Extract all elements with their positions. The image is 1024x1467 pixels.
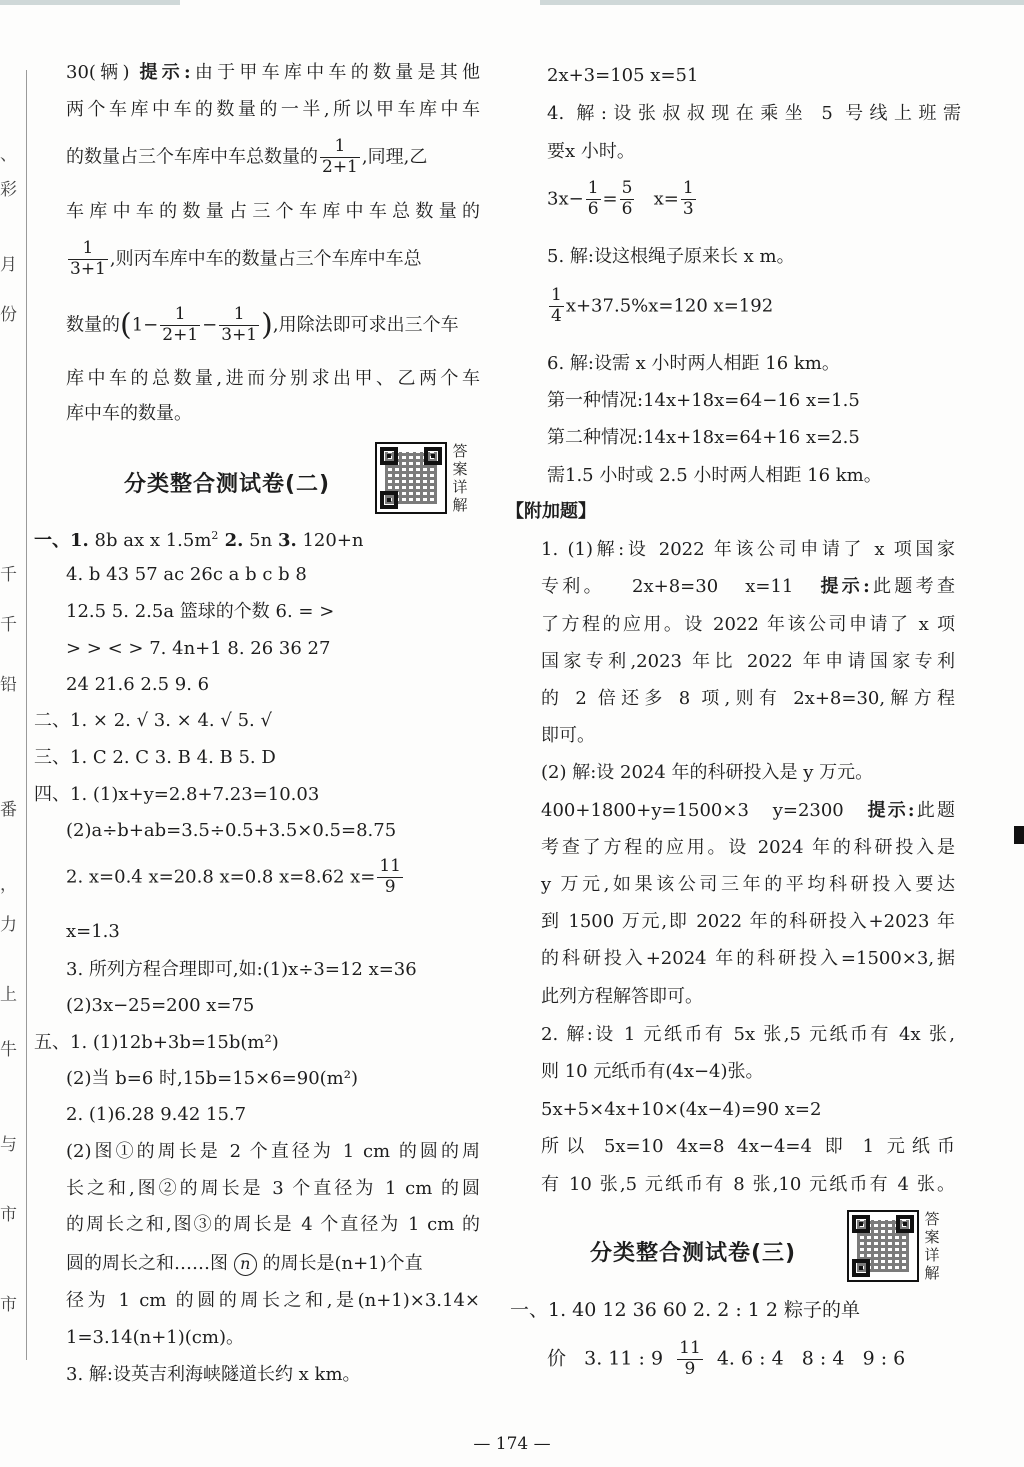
margin-mark: 、 — [0, 145, 17, 165]
fraction — [377, 858, 403, 897]
margin-mark: 番 — [0, 800, 17, 820]
right-line-3: 要x 小时。 — [547, 141, 635, 162]
margin-mark: 千 — [0, 615, 17, 635]
expr-text: x+37.5%x=120 x=192 — [565, 295, 774, 317]
answer-text: 2. x=0.4 x=20.8 x=0.8 x=8.62 x= — [66, 866, 376, 888]
hint-text: ,用除法即可求出三个车 — [272, 314, 459, 336]
section-4-line-4: x=1.3 — [66, 921, 120, 942]
test3-line-1: 一、1. 40 12 36 60 2. 2 : 1 2 粽子的单 — [510, 1299, 861, 1321]
section-title: 分类整合测试卷(二) — [124, 472, 331, 497]
qr-finder — [852, 1259, 870, 1277]
answer-text: 价 3. 11 : 9 — [547, 1347, 676, 1370]
section-3-line: 三、1. C 2. C 3. B 4. B 5. D — [34, 747, 276, 768]
fraction-numerator: 1 — [551, 285, 562, 305]
bonus-line-9: 考查了方程的应用。设 2024 年的科研投入是 — [541, 837, 955, 858]
section-1-line-2: 4. b 43 57 ac 26c a b c b 8 — [66, 564, 307, 585]
circled-n: n — [234, 1253, 257, 1276]
section-5-line-3: 2. (1)6.28 9.42 15.7 — [66, 1104, 247, 1125]
right-line-7: 6. 解:设需 x 小时两人相距 16 km。 — [547, 353, 840, 374]
margin-mark: 市 — [0, 1295, 17, 1315]
section-5-line-8: 径为 1 cm 的圆的周长之和,是(n+1)×3.14× — [66, 1290, 480, 1311]
answer-text: 5n — [243, 530, 278, 551]
fraction — [549, 287, 564, 326]
answer-text: 120+n — [296, 530, 364, 551]
bonus-line-12: 的科研投入+2024 年的科研投入=1500×3,据 — [541, 948, 955, 969]
section-5-line-2: (2)当 b=6 时,15b=15×6=90(m²) — [66, 1068, 358, 1089]
fraction — [681, 180, 696, 219]
hint-line-3 — [66, 138, 427, 177]
fraction — [160, 306, 200, 345]
hint-text: 此题 — [914, 800, 955, 821]
qr-finder — [896, 1215, 914, 1233]
hint-text: 数量的 — [66, 314, 120, 336]
margin-mark: 彩 — [0, 180, 17, 200]
right-line-1: 2x+3=105 x=51 — [547, 65, 699, 86]
hint-text: 此题考查 — [869, 576, 955, 597]
qr-finder — [380, 491, 398, 509]
fraction-numerator: 1 — [587, 178, 599, 198]
section-4-line-6: (2)3x−25=200 x=75 — [66, 995, 255, 1016]
section-1-line-1 — [34, 530, 364, 550]
hint-label: 提示: — [139, 62, 191, 83]
section-5-line-5: 长之和,图②的周长是 3 个直径为 1 cm 的圆 — [66, 1178, 480, 1199]
fraction — [320, 138, 360, 177]
margin-mark: 月 — [0, 255, 17, 275]
right-line-2: 4. 解:设张叔叔现在乘坐 5 号线上班需 — [547, 103, 961, 124]
right-line-6 — [547, 287, 773, 326]
answer-text: 8b ax x 1.5m — [88, 530, 212, 551]
top-edge-bar-left — [0, 0, 180, 5]
bonus-line-7: (2) 解:设 2024 年的科研投入是 y 万元。 — [541, 762, 874, 783]
bonus-line-3: 了方程的应用。设 2022 年该公司申请了 x 项 — [541, 614, 955, 635]
section-5-line-10: 3. 解:设英吉利海峡隧道长约 x km。 — [66, 1364, 361, 1385]
margin-mark: 份 — [0, 305, 17, 325]
fraction-denominator: 3+1 — [221, 324, 258, 345]
bonus-line-6: 即可。 — [541, 725, 595, 746]
section-2-line: 二、1. × 2. √ 3. × 4. √ 5. √ — [34, 710, 272, 731]
section-5-line-6: 的周长之和,图③的周长是 4 个直径为 1 cm 的 — [66, 1214, 480, 1235]
qr-code[interactable] — [847, 1210, 919, 1282]
hint-label: 提示: — [820, 576, 870, 597]
fraction-denominator: 4 — [551, 305, 562, 326]
paren-close: ) — [261, 307, 273, 343]
hint-text: ,同理,乙 — [361, 146, 428, 168]
answer-text: 30(辆) — [66, 62, 130, 83]
fraction — [586, 180, 601, 219]
question-number: 3. — [277, 530, 297, 551]
hint-line-4: 车库中车的数量占三个车库中车总数量的 — [66, 201, 480, 222]
fraction — [219, 306, 259, 345]
hint-text: 由于甲车库中车的数量是其他 — [190, 62, 480, 83]
fraction-denominator: 6 — [621, 198, 633, 219]
section-5-line-9: 1=3.14(n+1)(cm)。 — [66, 1327, 244, 1348]
page-number: — 174 — — [473, 1434, 551, 1454]
margin-mark: ， — [0, 875, 17, 895]
top-edge-bar-right — [540, 0, 1024, 5]
section-1-line-3: 12.5 5. 2.5a 篮球的个数 6. = > — [66, 601, 335, 622]
hint-line-2: 两个车库中车的数量的一半,所以甲车库中车 — [66, 99, 480, 120]
hint-line-7: 库中车的总数量,进而分别求出甲、乙两个车 — [66, 368, 480, 389]
bonus-line-17: 所以 5x=10 4x=8 4x−4=4 即 1 元纸币 — [541, 1136, 955, 1157]
expr-text: x= — [636, 188, 679, 210]
answer-text: 圆的周长之和……图 — [66, 1253, 228, 1274]
section-title: 分类整合测试卷(三) — [590, 1241, 797, 1266]
section-1-line-5: 24 21.6 2.5 9. 6 — [66, 674, 210, 695]
right-line-10: 需1.5 小时或 2.5 小时两人相距 16 km。 — [547, 465, 882, 486]
qr-label: 答案详解 — [452, 442, 468, 514]
section-4-line-2: (2)a÷b+ab=3.5÷0.5+3.5×0.5=8.75 — [66, 820, 397, 841]
hint-line-1 — [66, 64, 480, 82]
bonus-line-15: 则 10 元纸币有(4x−4)张。 — [541, 1061, 764, 1082]
fraction-numerator: 1 — [68, 240, 108, 260]
fraction-denominator: 3+1 — [70, 258, 106, 279]
answer-text: 专利。 2x+8=30 x=11 — [541, 576, 821, 597]
bonus-line-8 — [541, 802, 955, 820]
hint-text: 的数量占三个车库中车总数量的 — [66, 146, 318, 168]
bonus-title: 【附加题】 — [506, 501, 596, 522]
hint-line-8: 库中车的数量。 — [66, 403, 192, 424]
margin-mark: 牛 — [0, 1040, 17, 1060]
qr-label: 答案详解 — [924, 1210, 940, 1282]
fraction-numerator: 11 — [379, 856, 401, 876]
fraction-numerator: 1 — [320, 138, 360, 158]
fraction — [677, 1340, 703, 1379]
fraction-denominator: 9 — [384, 876, 396, 897]
bonus-line-4: 国家专利,2023 年比 2022 年申请国家专利 — [541, 651, 955, 672]
fraction-numerator: 1 — [682, 178, 694, 198]
expr-text: − — [202, 314, 218, 336]
expr-text: 3x− — [547, 188, 584, 210]
fraction-numerator: 5 — [621, 178, 633, 198]
right-line-9: 第二种情况:14x+18x=64+16 x=2.5 — [547, 427, 860, 448]
bonus-line-2 — [541, 578, 955, 596]
fraction-numerator: 1 — [160, 306, 200, 326]
hint-line-6 — [66, 306, 459, 345]
right-line-8: 第一种情况:14x+18x=64−16 x=1.5 — [547, 390, 860, 411]
section-5-line-7 — [66, 1253, 423, 1276]
fraction-denominator: 9 — [684, 1358, 696, 1379]
section-5-line-1: 五、1. (1)12b+3b=15b(m²) — [34, 1032, 279, 1053]
fraction-denominator: 6 — [587, 198, 599, 219]
answer-text: 的周长是(n+1)个直 — [262, 1253, 423, 1274]
section-4-line-1: 四、1. (1)x+y=2.8+7.23=10.03 — [34, 784, 320, 805]
margin-mark: 千 — [0, 565, 17, 585]
fraction — [620, 180, 635, 219]
right-line-4 — [547, 180, 698, 219]
qr-code[interactable] — [375, 442, 447, 514]
qr-finder — [380, 447, 398, 465]
paren-open: ( — [120, 307, 132, 343]
fraction — [68, 240, 108, 279]
question-number: 2. — [218, 530, 244, 551]
bonus-line-14: 2. 解:设 1 元纸币有 5x 张,5 元纸币有 4x 张, — [541, 1024, 955, 1045]
superscript: 2 — [211, 529, 219, 542]
bonus-line-10: y 万元,如果该公司三年的平均科研投入要达 — [541, 874, 955, 895]
fraction-denominator: 3 — [682, 198, 694, 219]
bonus-line-1: 1. (1)解:设 2022 年该公司申请了 x 项国家 — [541, 539, 955, 560]
question-number: 一、1. — [34, 530, 89, 551]
bonus-line-5: 的 2 倍还多 8 项,则有 2x+8=30,解方程 — [541, 688, 955, 709]
hint-line-5 — [66, 240, 422, 279]
bonus-line-11: 到 1500 万元,即 2022 年的科研投入+2023 年 — [541, 911, 955, 932]
section-4-line-3 — [66, 858, 405, 897]
expr-text: 1− — [131, 314, 159, 336]
binding-margin-line — [26, 70, 27, 1360]
hint-label: 提示: — [867, 800, 915, 821]
section-5-line-4: (2)图①的周长是 2 个直径为 1 cm 的圆的周 — [66, 1141, 480, 1162]
answer-text: 400+1800+y=1500×3 y=2300 — [541, 800, 868, 821]
expr-text: = — [602, 188, 618, 210]
fraction-denominator: 2+1 — [322, 156, 358, 177]
page-edge-tab — [1014, 826, 1024, 844]
right-line-5: 5. 解:设这根绳子原来长 x m。 — [547, 246, 795, 267]
bonus-line-18: 有 10 张,5 元纸币有 8 张,10 元纸币有 4 张。 — [541, 1174, 955, 1195]
fraction-numerator: 1 — [219, 306, 259, 326]
bonus-line-16: 5x+5×4x+10×(4x−4)=90 x=2 — [541, 1099, 822, 1120]
margin-mark: 市 — [0, 1205, 17, 1225]
answer-text: 4. 6 : 4 8 : 4 9 : 6 — [704, 1347, 906, 1370]
fraction-numerator: 11 — [679, 1338, 701, 1358]
qr-finder — [852, 1215, 870, 1233]
qr-finder — [424, 447, 442, 465]
test3-line-2 — [547, 1340, 905, 1379]
margin-mark: 铅 — [0, 675, 17, 695]
fraction-denominator: 2+1 — [162, 324, 199, 345]
margin-mark: 与 — [0, 1135, 17, 1155]
section-1-line-4: > > < > 7. 4n+1 8. 26 36 27 — [66, 638, 331, 659]
hint-text: ,则丙车库中车的数量占三个车库中车总 — [109, 248, 422, 270]
margin-mark: 力 — [0, 915, 17, 935]
section-4-line-5: 3. 所列方程合理即可,如:(1)x÷3=12 x=36 — [66, 959, 417, 980]
margin-mark: 上 — [0, 985, 17, 1005]
bonus-line-13: 此列方程解答即可。 — [541, 986, 703, 1007]
